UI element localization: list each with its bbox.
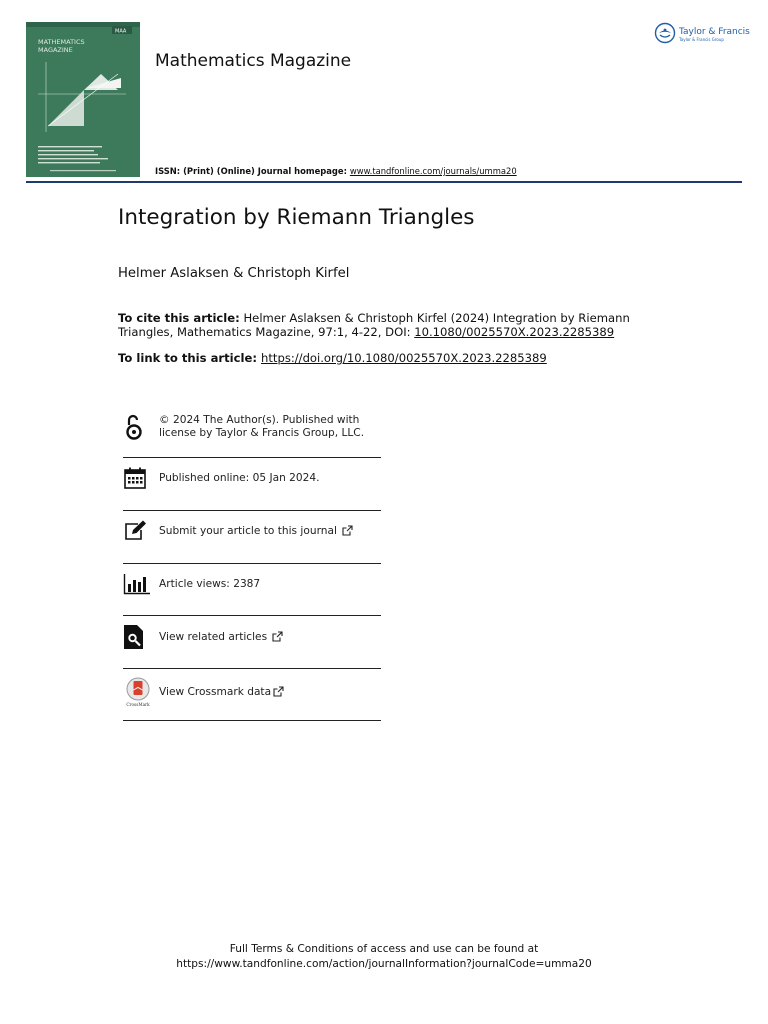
external-link-icon [273, 686, 284, 697]
cite-text: Helmer Aslaksen & Christoph Kirfel (2024) Integration by Riemann Triangles, Mathematics Magazine, 97:1, 4-22, DOI: [118, 311, 630, 339]
issn-line [155, 166, 517, 176]
search-document-icon [123, 622, 153, 652]
related-articles-label: View related articles [159, 630, 268, 643]
cite-label: To cite this article: [118, 311, 240, 325]
crossmark-caption: CrossMark [126, 702, 150, 707]
info-divider [123, 615, 381, 616]
journal-homepage-link[interactable]: www.tandfonline.com/journals/umma20 [349, 166, 517, 176]
article-authors: Helmer Aslaksen & Christoph Kirfel [118, 266, 350, 281]
cover-title-line2: MAGAZINE [38, 46, 73, 54]
bar-chart-icon [123, 569, 153, 599]
doi-link[interactable]: 10.1080/0025570X.2023.2285389 [414, 325, 615, 339]
open-access-icon [123, 412, 153, 442]
external-link-icon [272, 631, 283, 642]
calendar-icon [123, 463, 153, 493]
cover-title-line1: MATHEMATICS [38, 38, 85, 46]
external-link-icon [342, 525, 353, 536]
info-divider [123, 457, 381, 458]
related-articles-row[interactable] [123, 622, 381, 652]
taylor-francis-logo-icon [654, 22, 676, 48]
journal-name: Mathematics Magazine [155, 51, 352, 71]
published-row [123, 463, 381, 493]
related-articles-link[interactable] [159, 631, 283, 644]
license-row [123, 412, 381, 442]
crossmark-label: View Crossmark data [159, 685, 272, 698]
submit-article-row[interactable] [123, 516, 381, 546]
submit-article-link[interactable] [159, 525, 353, 538]
terms-url[interactable]: https://www.tandfonline.com/action/journalInformation?journalCode=umma20 [176, 958, 592, 970]
published-date-text: Published online: 05 Jan 2024. [159, 471, 320, 484]
edit-icon [123, 516, 153, 546]
license-text: © 2024 The Author(s). Published with license by Taylor & Francis Group, LLC. [159, 414, 365, 439]
info-divider [123, 668, 381, 669]
article-views-row [123, 569, 381, 599]
journal-cover-image [26, 22, 140, 177]
terms-line: Full Terms & Conditions of access and use can be found at [229, 943, 539, 955]
crossmark-row[interactable] [123, 676, 381, 708]
issn-label: ISSN: (Print) (Online) Journal homepage: [155, 166, 350, 176]
cover-badge: MAA [115, 28, 127, 35]
info-divider [123, 563, 381, 564]
article-link-block [118, 351, 638, 365]
article-views-text: Article views: 2387 [159, 577, 261, 590]
crossmark-icon [123, 676, 153, 708]
info-divider [123, 720, 381, 721]
crossmark-link[interactable] [159, 686, 284, 699]
article-title: Integration by Riemann Triangles [118, 205, 475, 230]
header-divider [26, 181, 742, 183]
link-label: To link to this article: [118, 351, 262, 365]
article-doi-url-link[interactable]: https://doi.org/10.1080/0025570X.2023.2285389 [261, 351, 547, 365]
publisher-name: Taylor & Francis [679, 27, 750, 37]
terms-footer [0, 942, 768, 972]
publisher-group: Taylor & Francis Group [679, 37, 724, 42]
submit-article-label: Submit your article to this journal [159, 524, 337, 537]
publisher-logo[interactable] [654, 22, 750, 48]
citation-block [118, 311, 638, 339]
info-divider [123, 510, 381, 511]
